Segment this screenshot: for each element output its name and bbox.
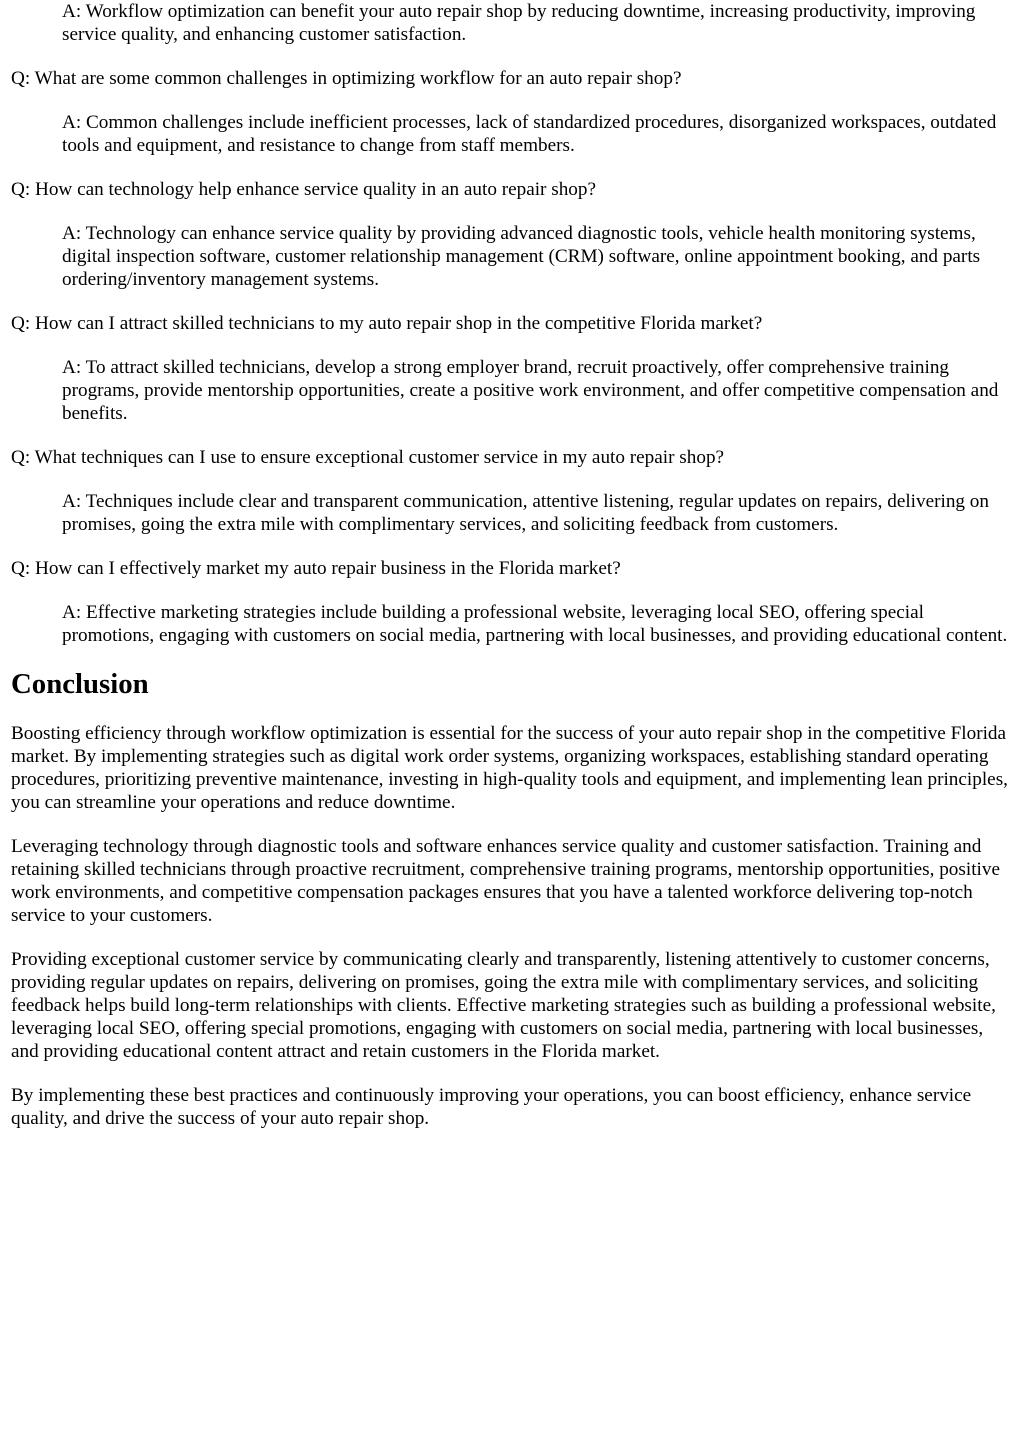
faq-question: Q: How can I attract skilled technicians to my auto repair shop in the competitive Florida market? xyxy=(11,313,763,334)
faq-question: Q: What techniques can I use to ensure exceptional customer service in my auto repair shop? xyxy=(11,447,725,468)
faq-answer: A: Common challenges include inefficient processes, lack of standardized procedures, disorganized workspaces, outdated tools and equipment, and resistance to change from staff members. xyxy=(62,112,997,156)
conclusion-body xyxy=(11,722,1014,1130)
conclusion-heading: Conclusion xyxy=(11,668,149,700)
conclusion-paragraph: Providing exceptional customer service by communicating clearly and transparently, listening attentively to customer concerns, providing regular updates on repairs, delivering on promises, going the extra mile with complimentary services, and soliciting feedback helps build long-term relationships with clients. Effective marketing strategies such as building a professional website, leveraging local SEO, offering special promotions, engaging with customers on social media, partnering with local businesses, and providing educational content attract and retain customers in the Florida market. xyxy=(11,949,996,1062)
faq-question: Q: What are some common challenges in optimizing workflow for an auto repair shop? xyxy=(11,68,682,89)
faq-question: Q: How can technology help enhance service quality in an auto repair shop? xyxy=(11,179,597,200)
conclusion-paragraph: Boosting efficiency through workflow optimization is essential for the success of your auto repair shop in the competitive Florida market. By implementing strategies such as digital work order systems, organizing workspaces, establishing standard operating procedures, prioritizing preventive maintenance, investing in high-quality tools and equipment, and implementing lean principles, you can streamline your operations and reduce downtime. xyxy=(11,723,1008,813)
conclusion-paragraph: Leveraging technology through diagnostic tools and software enhances service quality and customer satisfaction. Training and retaining skilled technicians through proactive recruitment, comprehensive training programs, mentorship opportunities, positive work environments, and competitive compensation packages ensures that you have a talented workforce delivering top-notch service to your customers. xyxy=(11,836,1000,926)
faq-answer: A: Techniques include clear and transparent communication, attentive listening, regular updates on repairs, delivering on promises, going the extra mile with complimentary services, and soliciting feedback from customers. xyxy=(62,491,989,535)
faq-answer: A: To attract skilled technicians, develop a strong employer brand, recruit proactively, offer comprehensive training programs, provide mentorship opportunities, create a positive work environment, and offer competitive compensation and benefits. xyxy=(62,357,999,424)
conclusion-paragraph: By implementing these best practices and continuously improving your operations, you can boost efficiency, enhance service quality, and drive the success of your auto repair shop. xyxy=(11,1085,972,1129)
faq-answer: A: Effective marketing strategies include building a professional website, leveraging local SEO, offering special promotions, engaging with customers on social media, partnering with local businesses, and providing educational content. xyxy=(62,602,1008,646)
faq-answer: A: Workflow optimization can benefit your auto repair shop by reducing downtime, increasing productivity, improving service quality, and enhancing customer satisfaction. xyxy=(62,1,976,45)
faq-question: Q: How can I effectively market my auto repair business in the Florida market? xyxy=(11,558,621,579)
faq-answer: A: Technology can enhance service quality by providing advanced diagnostic tools, vehicle health monitoring systems, digital inspection software, customer relationship management (CRM) software, online appointment booking, and parts ordering/inventory management systems. xyxy=(62,223,981,290)
faq-section xyxy=(11,0,1014,647)
